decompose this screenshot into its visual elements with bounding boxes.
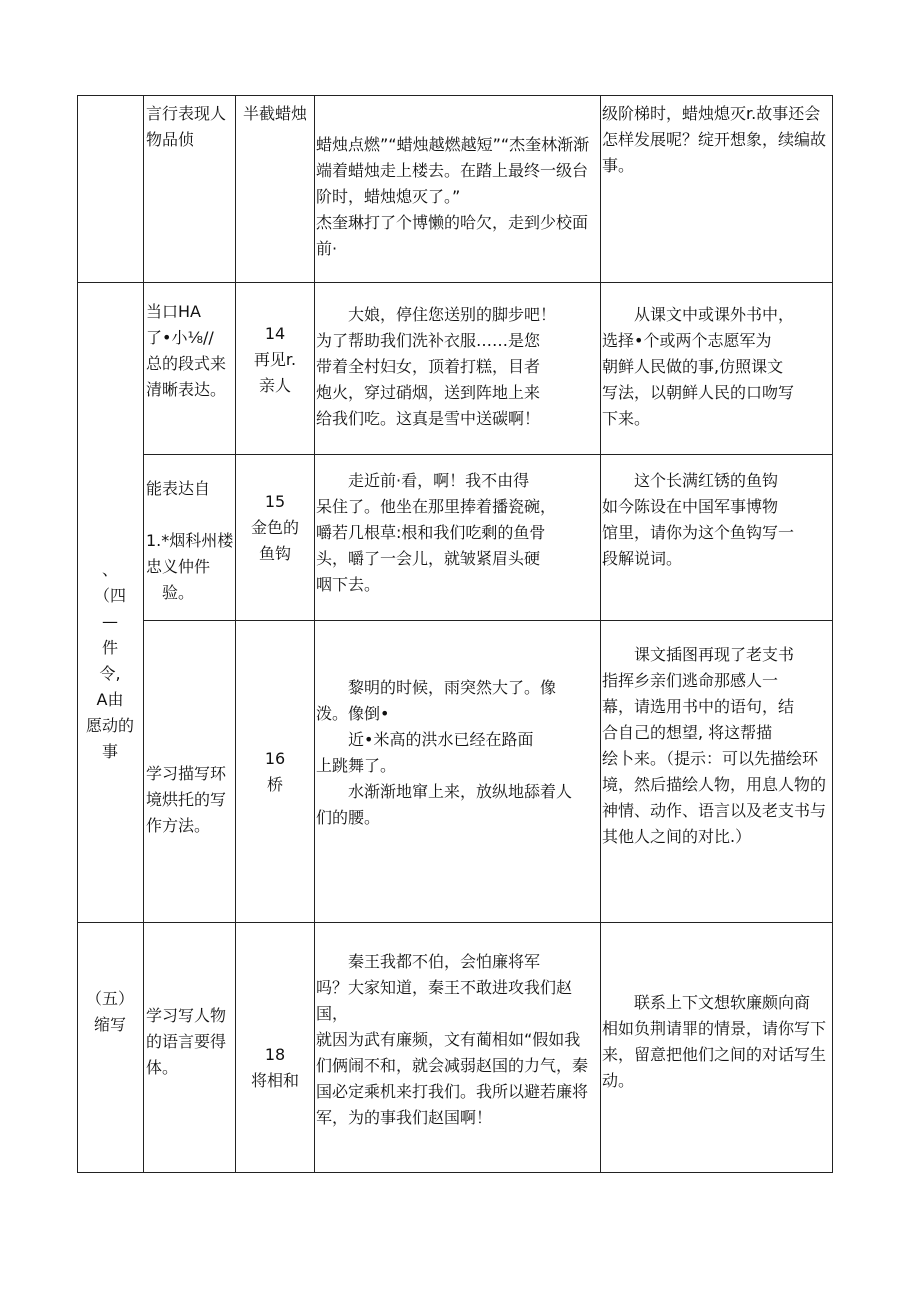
cell-unit-five: （五） 缩写	[85, 989, 134, 1034]
cell-goal: 当口HA 了•小⅛// 总的段式来 清晰表达。	[146, 302, 227, 399]
cell-lesson: 15 金色的 鱼钩	[250, 492, 299, 563]
cell-lesson: 14 再见r. 亲人	[253, 324, 297, 395]
table-border	[832, 95, 833, 1173]
cell-excerpt: 走近前·看，啊！我不由得 呆住了。他坐在那里捧着播瓷碗， 嚼若几根草:根和我们吃剩的鱼骨 头，嚼了一会儿，就皱紧眉头硬 咽下去。	[316, 471, 557, 594]
table-border	[77, 922, 833, 923]
cell-unit-four: 、 （四 — 件 令, A由 愿动的 事	[85, 560, 134, 761]
table-border	[77, 1172, 833, 1173]
table-border	[314, 95, 315, 1173]
cell-lesson: 18 将相和	[250, 1045, 299, 1090]
table-border	[143, 620, 833, 621]
cell-excerpt: 大娘，停住您送别的脚步吧！ 为了帮助我们洗补衣服……是您 带着全村妇女，顶着打糕，目者 炮火，穿过硝烟，送到阵地上来 给我们吃。这真是雪中送碳啊！	[316, 305, 557, 428]
table-border	[600, 95, 601, 1173]
lesson-plan-table	[77, 95, 833, 1173]
cell-goal: 能表达自 1.*烟科州楼 忠义仲件 验。	[146, 479, 234, 602]
cell-lesson: 半截蜡烛	[242, 104, 307, 123]
cell-lesson: 16 桥	[264, 749, 286, 794]
cell-task: 联系上下文想软廉颇向商 相如负荆请罪的情景，请你写下 来，留意把他们之间的对话写生 动。	[602, 993, 827, 1090]
table-border	[235, 95, 236, 1173]
cell-goal: 学习描写环 境烘托的写 作方法。	[146, 764, 227, 835]
cell-excerpt: 蜡烛点燃”“蜡烛越燃越短”“杰奎林渐渐端着蜡烛走上楼去。在踏上最终一级台阶时，蜡烛熄灭了。” 杰奎琳打了个博懒的哈欠，走到少校面前·	[316, 135, 590, 258]
cell-task: 课文插图再现了老支书 指挥乡亲们逃命那感人一 幕，请选用书中的语句，结 合自己的想望, 将这帮描 绘卜来。（提示：可以先描绘环 境，然后描绘人物，用息人物的 神情、动作、语言以及老支书与 其他人之间的对比.）	[602, 645, 827, 846]
table-border	[143, 454, 833, 455]
cell-task: 级阶梯时，蜡烛熄灭r.故事还会怎样发展呢？绽开想象，续编故事。	[602, 104, 827, 175]
cell-goal: 言行表现人 物品侦	[146, 104, 227, 149]
cell-task: 从课文中或课外书中， 选择•个或两个志愿军为 朝鲜人民做的事,仿照课文 写法，以朝鲜人民的口吻写 下来。	[602, 305, 795, 428]
table-border	[77, 95, 833, 96]
cell-excerpt: 秦王我都不伯，会怕廉将军 吗？大家知道，秦王不敢进攻我们赵国， 就因为武有廉频，文有蔺相如“假如我 们俩闹不和，就会减弱赵国的力气，秦 国必定乘机来打我们。我所以避若廉将 军，为的事我们赵国啊！	[316, 952, 589, 1127]
cell-goal: 学习写人物 的语言要得 体。	[146, 1006, 227, 1077]
table-border	[77, 282, 833, 283]
cell-excerpt: 黎明的时候，雨突然大了。像 泼。像倒• 近•米高的洪水已经在路面 上跳舞了。 水渐渐地窜上来，放纵地舔着人 们的腰。	[316, 678, 573, 827]
cell-task: 这个长满红锈的鱼钩 如今陈设在中国军事博物 馆里，请你为这个鱼钩写一 段解说词。	[602, 471, 795, 568]
